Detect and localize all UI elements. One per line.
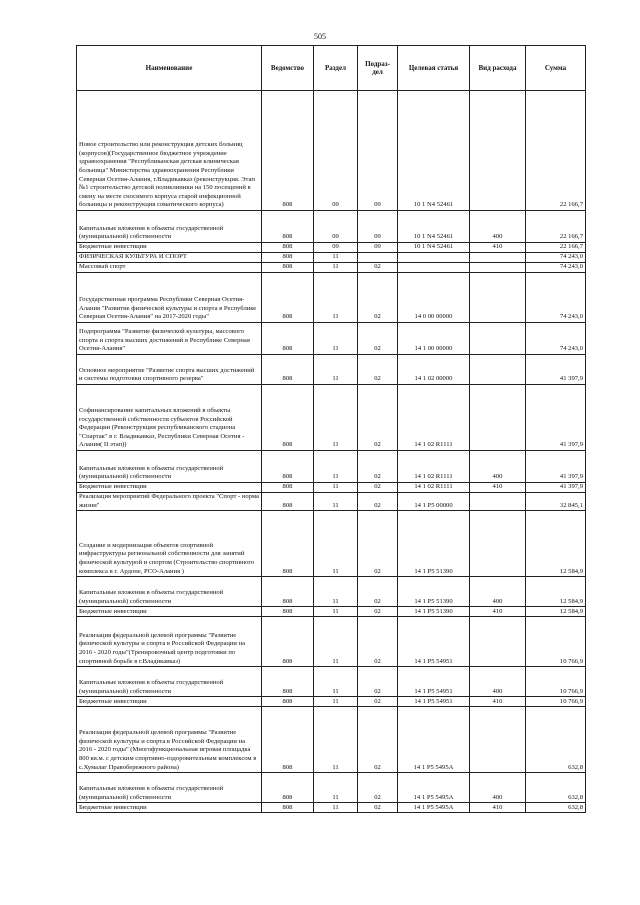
row-amount: 12 584,9 bbox=[526, 511, 586, 577]
row-department: 808 bbox=[262, 263, 314, 273]
table-row bbox=[77, 253, 586, 263]
row-target-article: 14 0 00 00000 bbox=[398, 273, 470, 323]
row-section: 11 bbox=[314, 577, 358, 607]
row-name: Подпрограмма "Развитие физической культуры, массового спорта и спорта высших достижений в Республике Северная Осетия-Алания" bbox=[77, 323, 262, 355]
row-section: 09 bbox=[314, 211, 358, 243]
row-name: Капитальные вложения в объекты государственной (муниципальной) собственности bbox=[77, 577, 262, 607]
row-section: 11 bbox=[314, 803, 358, 813]
row-expense-type bbox=[470, 707, 526, 773]
row-department: 808 bbox=[262, 211, 314, 243]
row-subsection: 02 bbox=[358, 323, 398, 355]
row-name: Бюджетные инвестиции bbox=[77, 697, 262, 707]
row-department: 808 bbox=[262, 253, 314, 263]
row-expense-type: 400 bbox=[470, 451, 526, 483]
row-name: Государственная программа Республики Северная Осетия-Алания "Развитие физической культуры и спорта в Республике Северная Осетия-Алания" на 2017-2020 годы" bbox=[77, 273, 262, 323]
row-expense-type bbox=[470, 273, 526, 323]
header-section: Раздел bbox=[314, 46, 358, 91]
row-section: 11 bbox=[314, 607, 358, 617]
row-target-article: 10 1 N4 52461 bbox=[398, 243, 470, 253]
row-department: 808 bbox=[262, 323, 314, 355]
row-expense-type: 400 bbox=[470, 211, 526, 243]
row-section: 11 bbox=[314, 617, 358, 667]
row-target-article: 10 1 N4 52461 bbox=[398, 91, 470, 211]
row-expense-type bbox=[470, 91, 526, 211]
table-row bbox=[77, 511, 586, 577]
row-amount: 74 243,0 bbox=[526, 263, 586, 273]
row-section: 11 bbox=[314, 667, 358, 697]
row-department: 808 bbox=[262, 451, 314, 483]
table-row bbox=[77, 323, 586, 355]
row-expense-type bbox=[470, 355, 526, 385]
row-section: 11 bbox=[314, 273, 358, 323]
row-amount: 74 243,0 bbox=[526, 253, 586, 263]
row-name: Создание и модернизация объектов спортивной инфраструктуры региональной собственности для занятий физической культурой и спортом (Строительство спортивного комплекса в г. Ардоне, РСО-Алания ) bbox=[77, 511, 262, 577]
row-section: 11 bbox=[314, 355, 358, 385]
table-row bbox=[77, 607, 586, 617]
row-expense-type bbox=[470, 511, 526, 577]
header-department: Ведомство bbox=[262, 46, 314, 91]
row-amount: 12 584,9 bbox=[526, 607, 586, 617]
row-amount: 632,8 bbox=[526, 803, 586, 813]
row-expense-type: 410 bbox=[470, 697, 526, 707]
table-row bbox=[77, 577, 586, 607]
row-amount: 632,8 bbox=[526, 707, 586, 773]
row-target-article: 14 1 P5 51390 bbox=[398, 511, 470, 577]
row-department: 808 bbox=[262, 483, 314, 493]
row-target-article: 14 1 P5 5495A bbox=[398, 707, 470, 773]
row-department: 808 bbox=[262, 607, 314, 617]
table-row bbox=[77, 273, 586, 323]
row-name: Капитальные вложения в объекты государственной (муниципальной) собственности bbox=[77, 451, 262, 483]
row-amount: 74 243,0 bbox=[526, 323, 586, 355]
row-subsection: 02 bbox=[358, 451, 398, 483]
row-name: Основное мероприятие "Развитие спорта высших достижений и системы подготовки спортивного резерва" bbox=[77, 355, 262, 385]
row-target-article: 14 1 P5 5495A bbox=[398, 773, 470, 803]
row-target-article: 14 1 P5 51390 bbox=[398, 607, 470, 617]
row-section: 11 bbox=[314, 511, 358, 577]
row-expense-type: 400 bbox=[470, 773, 526, 803]
table-row bbox=[77, 91, 586, 211]
row-subsection: 02 bbox=[358, 483, 398, 493]
row-name: Новое строительство или реконструкция детских больниц (корпусов)(Государственное бюджетное учреждение здравоохранения "Республиканская детская клиническая больница" Министерства здравоохранения Республики Северная Осетия-Алания, г.Владикавказ (реконструкция. Этап №1 строительство детской поликлиники на 150 посещений в смену на месте сносимого корпуса старой инфекционной больницы и реконструкция соматического корпуса) bbox=[77, 91, 262, 211]
row-department: 808 bbox=[262, 243, 314, 253]
row-subsection bbox=[358, 253, 398, 263]
row-department: 808 bbox=[262, 511, 314, 577]
row-department: 808 bbox=[262, 773, 314, 803]
row-expense-type: 400 bbox=[470, 667, 526, 697]
row-amount: 10 766,9 bbox=[526, 667, 586, 697]
row-amount: 10 766,9 bbox=[526, 617, 586, 667]
row-department: 808 bbox=[262, 617, 314, 667]
row-subsection: 02 bbox=[358, 355, 398, 385]
row-subsection: 02 bbox=[358, 273, 398, 323]
row-section: 11 bbox=[314, 323, 358, 355]
row-section: 11 bbox=[314, 773, 358, 803]
row-target-article: 14 1 P5 51390 bbox=[398, 577, 470, 607]
table-row bbox=[77, 667, 586, 697]
row-name: Реализация мероприятий Федерального проекта "Спорт - норма жизни" bbox=[77, 493, 262, 511]
table-row bbox=[77, 243, 586, 253]
row-expense-type: 410 bbox=[470, 483, 526, 493]
row-target-article: 14 1 P5 54951 bbox=[398, 667, 470, 697]
header-expense-type: Вид расхода bbox=[470, 46, 526, 91]
row-amount: 41 397,9 bbox=[526, 483, 586, 493]
row-subsection: 09 bbox=[358, 211, 398, 243]
row-subsection: 09 bbox=[358, 243, 398, 253]
row-subsection: 02 bbox=[358, 697, 398, 707]
row-name: Софинансирование капитальных вложений в объекты государственной собственности субъектов Российской Федерации (Реконструкция республиканского стадиона "Спартак" в г. Владикавказ, Республики Северная Осетия - Алания( II этап)) bbox=[77, 385, 262, 451]
row-target-article bbox=[398, 253, 470, 263]
row-name: Капитальные вложения в объекты государственной (муниципальной) собственности bbox=[77, 773, 262, 803]
row-target-article bbox=[398, 263, 470, 273]
row-name: Бюджетные инвестиции bbox=[77, 243, 262, 253]
row-section: 11 bbox=[314, 493, 358, 511]
row-target-article: 14 1 P5 5495A bbox=[398, 803, 470, 813]
table-row bbox=[77, 385, 586, 451]
row-department: 808 bbox=[262, 803, 314, 813]
row-subsection: 02 bbox=[358, 577, 398, 607]
row-name: Реализация федеральной целевой программы "Развитие физической культуры и спорта в Российской Федерации на 2016 - 2020 годы"(Тренировочный центр подготовки по спортивной борьбе в г.Владикавказ) bbox=[77, 617, 262, 667]
row-section: 09 bbox=[314, 243, 358, 253]
header-subsection: Подраз-дел bbox=[358, 46, 398, 91]
row-subsection: 02 bbox=[358, 803, 398, 813]
table-row bbox=[77, 773, 586, 803]
table-row bbox=[77, 707, 586, 773]
row-subsection: 02 bbox=[358, 773, 398, 803]
table-row bbox=[77, 493, 586, 511]
row-department: 808 bbox=[262, 493, 314, 511]
header-target-article: Целевая статья bbox=[398, 46, 470, 91]
row-target-article: 14 1 P5 54951 bbox=[398, 617, 470, 667]
row-name: ФИЗИЧЕСКАЯ КУЛЬТУРА И СПОРТ bbox=[77, 253, 262, 263]
row-name: Бюджетные инвестиции bbox=[77, 607, 262, 617]
row-section: 11 bbox=[314, 451, 358, 483]
row-amount: 41 397,9 bbox=[526, 451, 586, 483]
row-section: 11 bbox=[314, 707, 358, 773]
row-department: 808 bbox=[262, 707, 314, 773]
table-row bbox=[77, 697, 586, 707]
row-amount: 10 766,9 bbox=[526, 697, 586, 707]
row-department: 808 bbox=[262, 273, 314, 323]
row-target-article: 14 1 00 00000 bbox=[398, 323, 470, 355]
row-expense-type bbox=[470, 253, 526, 263]
table-row bbox=[77, 803, 586, 813]
row-section: 11 bbox=[314, 253, 358, 263]
row-target-article: 14 1 02 R1111 bbox=[398, 451, 470, 483]
row-expense-type: 410 bbox=[470, 607, 526, 617]
row-expense-type: 400 bbox=[470, 577, 526, 607]
row-subsection: 02 bbox=[358, 707, 398, 773]
row-name: Массовый спорт bbox=[77, 263, 262, 273]
row-section: 11 bbox=[314, 263, 358, 273]
row-subsection: 02 bbox=[358, 385, 398, 451]
row-subsection: 02 bbox=[358, 511, 398, 577]
row-amount: 41 397,9 bbox=[526, 385, 586, 451]
row-amount: 32 845,1 bbox=[526, 493, 586, 511]
budget-table bbox=[76, 45, 586, 813]
row-amount: 74 243,0 bbox=[526, 273, 586, 323]
row-name: Капитальные вложения в объекты государственной (муниципальной) собственности bbox=[77, 667, 262, 697]
header-amount: Сумма bbox=[526, 46, 586, 91]
row-expense-type: 410 bbox=[470, 803, 526, 813]
row-amount: 12 584,9 bbox=[526, 577, 586, 607]
row-expense-type bbox=[470, 263, 526, 273]
row-subsection: 02 bbox=[358, 667, 398, 697]
row-department: 808 bbox=[262, 697, 314, 707]
table-row bbox=[77, 451, 586, 483]
row-expense-type bbox=[470, 323, 526, 355]
table-header-row bbox=[77, 46, 586, 91]
table-row bbox=[77, 617, 586, 667]
row-department: 808 bbox=[262, 91, 314, 211]
row-subsection: 02 bbox=[358, 493, 398, 511]
row-name: Бюджетные инвестиции bbox=[77, 803, 262, 813]
row-section: 11 bbox=[314, 697, 358, 707]
row-subsection: 09 bbox=[358, 91, 398, 211]
row-subsection: 02 bbox=[358, 263, 398, 273]
row-section: 09 bbox=[314, 91, 358, 211]
row-target-article: 14 1 02 R1111 bbox=[398, 385, 470, 451]
row-target-article: 14 1 02 R1111 bbox=[398, 483, 470, 493]
table-row bbox=[77, 263, 586, 273]
row-target-article: 14 1 P5 00000 bbox=[398, 493, 470, 511]
row-subsection: 02 bbox=[358, 617, 398, 667]
row-name: Капитальные вложения в объекты государственной (муниципальной) собственности bbox=[77, 211, 262, 243]
row-department: 808 bbox=[262, 385, 314, 451]
row-department: 808 bbox=[262, 577, 314, 607]
row-amount: 41 397,9 bbox=[526, 355, 586, 385]
row-expense-type: 410 bbox=[470, 243, 526, 253]
row-name: Реализация федеральной целевой программы "Развитие физической культуры и спорта в Российской Федерации на 2016 - 2020 годы" (Многофункциональная игровая площадка 800 кв.м. с детским спортивно-оздоровительным комплексом в с.Хумалаг Правобережного района) bbox=[77, 707, 262, 773]
row-target-article: 14 1 P5 54951 bbox=[398, 697, 470, 707]
table-row bbox=[77, 483, 586, 493]
row-amount: 22 166,7 bbox=[526, 243, 586, 253]
row-target-article: 10 1 N4 52461 bbox=[398, 211, 470, 243]
row-section: 11 bbox=[314, 385, 358, 451]
row-department: 808 bbox=[262, 667, 314, 697]
row-expense-type bbox=[470, 493, 526, 511]
row-amount: 632,8 bbox=[526, 773, 586, 803]
row-department: 808 bbox=[262, 355, 314, 385]
row-expense-type bbox=[470, 617, 526, 667]
row-target-article: 14 1 02 00000 bbox=[398, 355, 470, 385]
table-row bbox=[77, 355, 586, 385]
row-amount: 22 166,7 bbox=[526, 91, 586, 211]
row-amount: 22 166,7 bbox=[526, 211, 586, 243]
header-name: Наименование bbox=[77, 46, 262, 91]
row-section: 11 bbox=[314, 483, 358, 493]
table-row bbox=[77, 211, 586, 243]
row-expense-type bbox=[470, 385, 526, 451]
page-number: 505 bbox=[314, 32, 326, 41]
row-name: Бюджетные инвестиции bbox=[77, 483, 262, 493]
row-subsection: 02 bbox=[358, 607, 398, 617]
